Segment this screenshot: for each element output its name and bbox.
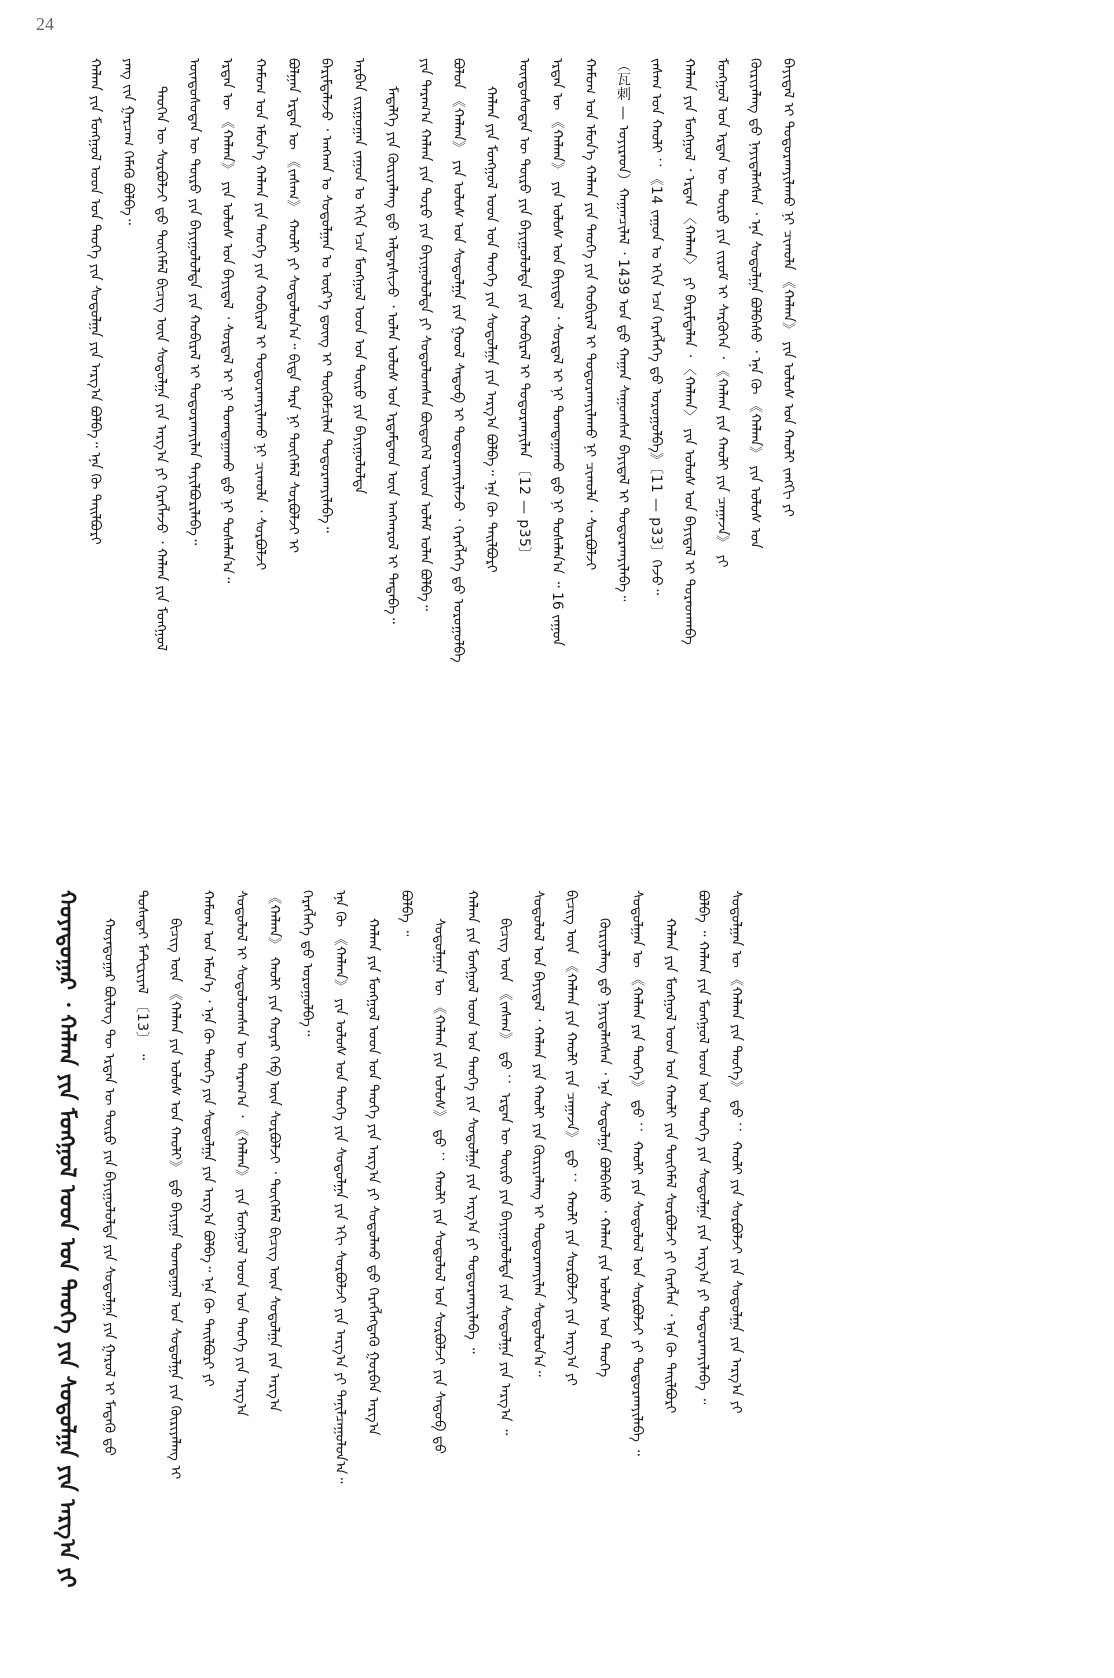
- upper-text-block: [78, 58, 1068, 858]
- upper-text-line: ᠮᠣᠩᠭᠣᠯ ᠤᠨ ᠡᠷᠲᠡᠨ ᠦ ᠲᠦᠷᠦ ᠶᠢᠨ ᠵᠢᠷᠤᠮ ᠢ ᠰᠡᠷᠭᠦᠭᠡᠨ ᠂ 《ᠬᠠᠯᠬᠠ ᠶᠢᠨ ᠬᠠᠤᠯᠢ ᠶᠢᠨ ᠴᠠᠭᠠᠵᠠ》 ᠶᠢ: [714, 58, 730, 568]
- section-heading: ᠬᠣᠶᠠᠳᠤᠭᠠᠷ ᠂ ᠬᠠᠯᠬᠠ ᠶᠢᠨ ᠮᠣᠩᠭᠣᠯ ᠤᠳ ᠤᠨ ᠲᠡᠦᠬᠡ ᠶᠢᠨ ᠰᠤᠳᠤᠯᠭᠠ ᠶᠢᠨ ᠠᠷᠭ᠎ᠠ ᠶᠢ: [54, 890, 79, 1588]
- lower-text-line: ᠪᠣᠯᠪᠠ ᠃ ᠬᠠᠯᠬᠠ ᠶᠢᠨ ᠮᠣᠩᠭᠣᠯ ᠤᠳ ᠤᠨ ᠲᠡᠦᠬᠡ ᠶᠢᠨ ᠰᠤᠳᠤᠯᠭᠠ ᠶᠢᠨ ᠠᠷᠭ᠎ᠠ ᠶᠢ ᠲᠣᠳᠤᠷᠬᠠᠶᠢᠯᠠᠪᠠ ᠃: [695, 890, 711, 1405]
- lower-text-line: ᠪᠣᠯᠪᠠ ᠃: [398, 890, 414, 937]
- lower-text-line: ᠰᠤᠳᠤᠯᠤᠯ ᠢ ᠰᠤᠳᠤᠯᠤᠭᠰᠠᠨ ᠦ ᠳᠠᠷᠠᠭ᠎ᠠ ᠂ 《ᠬᠠᠯᠬᠠ》 ᠶᠢᠨ ᠮᠣᠩᠭᠣᠯ ᠤᠳ ᠤᠨ ᠲᠡᠦᠬᠡ ᠶᠢᠨ ᠠᠷᠭ᠎ᠠ: [233, 890, 249, 1417]
- upper-text-line: ᠬᠠᠯᠬᠠ ᠶᠢᠨ ᠮᠣᠩᠭᠣᠯ ᠂ ᠡᠷᠲᠡᠨ 〈ᠬᠠᠯᠬᠠ〉 ᠶᠢ ᠪᠠᠷᠢᠮᠲᠠᠯᠠᠨ ᠂ 〈ᠬᠠᠯᠬᠠ〉 ᠶᠢᠨ ᠤᠯᠤᠰ ᠤᠨ ᠪᠠᠶᠢᠳᠠᠯ ᠢ ᠳᠤᠷᠠᠳᠬᠠᠪᠠ: [681, 58, 697, 645]
- upper-text-line: ᠠᠷᠪᠠᠨ ᠵᠢᠷᠭᠤᠭᠠᠨ ᠵᠠᠭᠤᠨ ᠤ ᠡᠬᠢᠨ ᠡᠴᠡ ᠮᠣᠩᠭᠣᠯ ᠤᠳ ᠤᠨ ᠲᠦᠷᠦ ᠶᠢᠨ ᠪᠠᠶᠢᠭᠤᠯᠤᠯᠲᠠ: [351, 58, 367, 495]
- upper-text-line: ᠡᠷᠲᠡᠨ ᠦ 《ᠬᠠᠯᠬᠠ》 ᠶᠢᠨ ᠤᠯᠤᠰ ᠤᠨ ᠪᠠᠶᠢᠳᠠᠯ ᠂ ᠰᠤᠷᠲᠠᠯ ᠢ ᠨᠢ ᠲᠣᠭᠲᠠᠭᠠᠬᠤ ᠳ᠋ᠤ ᠨᠢ ᠲᠤᠰᠠᠯᠠᠨ᠎ᠠ᠃: [219, 58, 235, 584]
- lower-text-line: ᠪᠢᠴᠢᠭ᠌ ᠦᠨ 《ᠬᠠᠯᠬᠠ ᠶᠢᠨ ᠤᠯᠤᠰ ᠤᠨ ᠬᠠᠤᠯᠢ》 ᠳ᠋ᠤ ᠪᠠᠶᠢᠭᠠ ᠲᠣᠭᠲᠠᠭᠠᠯ ᠤᠨ ᠰᠤᠳᠤᠯᠭᠠ ᠶᠢᠨ ᠬᠦᠷᠢᠶᠡᠯᠡᠩ ᠢ: [167, 918, 183, 1480]
- lower-text-line: ᠬᠦᠷᠢᠶᠡᠯᠡᠩ ᠳ᠋ᠤ ᠨᠡᠶᠢᠲᠡᠯᠡᠭᠰᠡᠨ ᠂ ᠡᠨᠡ ᠰᠤᠳᠤᠯᠭᠠ ᠪᠣᠯᠪᠠᠰᠤ ᠂ ᠬᠠᠯᠬᠠ ᠶᠢᠨ ᠤᠯᠤᠰ ᠤᠨ ᠲᠡᠦᠬᠡ: [596, 918, 612, 1378]
- lower-text-line: ᠪᠢᠴᠢᠭ᠌ ᠦᠨ 《ᠵᠠᠰᠠᠭ》 ᠳ᠋ᠤ ： ᠡᠷᠲᠡᠨ ᠦ ᠲᠦᠷᠦ ᠶᠢᠨ ᠪᠠᠶᠢᠭᠤᠯᠤᠯᠲᠠ ᠶᠢᠨ ᠰᠤᠳᠤᠯᠭᠠ ᠶᠢᠨ ᠠᠷᠭ᠎ᠠ ᠃: [497, 918, 513, 1436]
- lower-text-line: ᠬᠠᠯᠬᠠ ᠶᠢᠨ ᠮᠣᠩᠭᠣᠯ ᠤᠳ ᠤᠨ ᠬᠠᠤᠯᠢ ᠶᠢᠨ ᠲᠦᠭᠡᠮᠡᠯ ᠰᠤᠷᠪᠤᠯᠵᠢ ᠶᠢ ᠬᠡᠷᠡᠭᠯᠡᠨ ᠂ ᠡᠨᠡ ᠬᠦ ᠲᠠᠢᠯᠪᠤᠷᠢ: [662, 918, 678, 1414]
- upper-text-line: ᠦᠨᠳᠦᠰᠦᠲᠡᠨ ᠦ ᠲᠦᠷᠦ ᠶᠢᠨ ᠪᠠᠶᠢᠭᠤᠯᠤᠯᠲᠠ ᠶᠢᠨ ᠬᠤᠪᠢᠷᠠᠯ ᠢ ᠲᠣᠳᠤᠷᠬᠠᠶᠢᠯᠠᠨ 〔12 — p35〕: [516, 58, 532, 562]
- upper-text-line: ᠪᠠᠶᠢᠳᠠᠯ ᠢ ᠲᠣᠳᠤᠷᠬᠠᠶᠢᠯᠠᠬᠤ ᠨᠢ ᠴᠢᠬᠤᠯᠠ 《ᠬᠠᠯᠬᠠ》 ᠶᠢᠨ ᠤᠯᠤᠰ ᠤᠨ ᠬᠠᠤᠯᠢ ᠵᠠᠩᠭᠢ ᠶᠢ: [780, 58, 796, 517]
- lower-text-line: ᠬᠠᠯᠬᠠ ᠶᠢᠨ ᠮᠣᠩᠭᠣᠯ ᠤᠳ ᠤᠨ ᠲᠡᠦᠬᠡ ᠶᠢᠨ ᠰᠤᠳᠤᠯᠭᠠ ᠶᠢᠨ ᠠᠷᠭ᠎ᠠ ᠶᠢ ᠲᠣᠳᠤᠷᠬᠠᠶᠢᠯᠠᠪᠠ ᠃: [464, 890, 480, 1354]
- lower-text-line: ᠬᠣᠶᠠᠳᠤᠭᠠᠷ ᠪᠦᠯᠦᠭ ᠲᠦ ᠡᠷᠲᠡᠨ ᠦ ᠲᠦᠷᠦ ᠶᠢᠨ ᠪᠠᠶᠢᠭᠤᠯᠤᠯᠲᠠ ᠶᠢᠨ ᠰᠤᠳᠤᠯᠭᠠ ᠶᠢᠨ ᠭᠠᠷᠤᠯ ᠢ ᠮᠡᠳᠡᠬᠦ ᠳ᠋ᠦ: [101, 918, 117, 1456]
- lower-text-line: ᠰᠤᠳᠤᠯᠭᠠᠨ ᠦ 《ᠬᠠᠯᠬᠠ ᠶᠢᠨ ᠤᠯᠤᠰ》 ᠳ᠋ᠤ ： ᠬᠠᠤᠯᠢ ᠶᠢᠨ ᠰᠤᠳᠤᠯᠤᠯ ᠤᠨ ᠰᠤᠷᠪᠤᠯᠵᠢ ᠶᠢᠨ ᠰᠡᠳᠦᠪ ᠳ᠋ᠦ: [431, 918, 447, 1455]
- upper-text-line: ᠬᠦᠷᠢᠶᠡᠯᠡᠩ ᠳ᠋ᠤ ᠨᠡᠶᠢᠲᠡᠯᠡᠭᠰᠡᠨ ᠂ ᠡᠨᠡ ᠰᠤᠳᠤᠯᠭᠠ ᠪᠣᠯᠪᠠᠰᠤ ᠂ ᠡᠨᠡ ᠬᠦ 《ᠬᠠᠯᠬᠠ》 ᠶᠢᠨ ᠤᠯᠤᠰ ᠤᠨ: [747, 58, 763, 549]
- upper-text-line: ᠲᠡᠦᠬᠡᠨ ᠦ ᠰᠤᠷᠪᠤᠯᠵᠢ ᠳ᠋ᠤ ᠲᠦᠭᠡᠮᠡᠯ ᠪᠢᠴᠢᠭ᠌ ᠦᠨ ᠰᠤᠳᠤᠯᠭᠠ ᠶᠢᠨ ᠠᠷᠭ᠎ᠠ ᠶᠢ ᠬᠡᠷᠡᠭᠯᠡᠵᠦ ᠂ ᠬᠠᠯᠬᠠ ᠶᠢᠨ ᠮᠣᠩᠭᠣᠯ: [153, 86, 169, 652]
- upper-text-line: ᠪᠣᠯᠣᠨ 《ᠬᠠᠯᠬᠠ》 ᠶᠢᠨ ᠤᠯᠤᠰ ᠤᠨ ᠰᠤᠳᠤᠯᠭᠠ ᠶᠢᠨ ᠭᠣᠣᠯ ᠰᠡᠳᠦᠪ ᠢ ᠲᠤᠳᠤᠷᠬᠠᠶᠢᠯᠠᠵᠤ ᠂ ᠬᠡᠷᠡᠭᠯᠡᠭᠡ ᠳ᠋ᠦ ᠣᠷᠣᠭᠤᠯᠪᠠ: [450, 58, 466, 663]
- upper-text-line: ᠮᠡᠳᠡᠯᠭᠡ ᠶᠢᠨ ᠬᠦᠷᠢᠶᠡᠯᠡᠩ ᠳ᠋ᠤ ᠠᠯᠳᠠᠷᠰᠢᠵᠤ ᠂ ᠣᠯᠠᠨ ᠤᠯᠤᠰ ᠤᠨ ᠡᠷᠳᠡᠮᠲᠡᠳ ᠦᠨ ᠠᠩᠬᠠᠷᠤᠯ ᠢ ᠲᠠᠲᠠᠪᠠ᠃: [384, 86, 400, 624]
- upper-text-line: ᠬᠠᠯᠬᠠ ᠶᠢᠨ ᠮᠣᠩᠭᠣᠯ ᠤᠳ ᠤᠨ ᠲᠡᠦᠬᠡ ᠶᠢᠨ ᠰᠤᠳᠤᠯᠭᠠ ᠶᠢᠨ ᠠᠷᠭ᠎ᠠ ᠪᠣᠯᠪᠠ᠃ ᠡᠨᠡ ᠬᠦ ᠲᠠᠢᠯᠪᠤᠷᠢ: [87, 58, 103, 545]
- upper-text-line: （瓦剌 — ᠣᠶᠢᠷᠠᠳ）ᠬᠠᠭᠠᠨᠴᠢᠯᠠᠯ ᠂ 1439 ᠣᠨ ᠳ᠋ᠤ ᠬᠠᠭᠠᠨ ᠰᠠᠭᠤᠭᠰᠠᠨ ᠪᠠᠶᠢᠳᠠᠯ ᠢ ᠲᠣᠳᠤᠷᠬᠠᠶᠢᠯᠠᠪᠠ᠃: [615, 58, 631, 602]
- lower-text-block: [40, 890, 1090, 1650]
- upper-text-line: ᠪᠣᠯᠭᠠᠨ ᠡᠷᠲᠡᠨ ᠦ 《ᠵᠠᠰᠠᠭ》 ᠬᠠᠤᠯᠢ ᠶᠢ ᠰᠤᠳᠤᠯᠤᠨ᠎ᠠ᠃ ᠪᠢᠳᠡ ᠳᠡᠷᠡ ᠨᠢ ᠲᠦᠭᠡᠮᠡᠯ ᠰᠤᠷᠪᠤᠯᠵᠢ ᠢ: [285, 58, 301, 554]
- lower-text-line: ᠬᠠᠮᠤᠭ ᠤᠨ ᠡᠮᠦᠨ᠎ᠡ ᠂ ᠡᠨᠡ ᠬᠦ ᠲᠡᠦᠬᠡ ᠶᠢᠨ ᠰᠤᠳᠤᠯᠭᠠ ᠶᠢᠨ ᠠᠷᠭ᠎ᠠ ᠪᠣᠯᠪᠠ᠃ ᠡᠨᠡ ᠬᠦ ᠲᠠᠢᠯᠪᠤᠷᠢ ᠶᠢ: [200, 890, 216, 1387]
- upper-text-line: ᠪᠠᠷᠢᠮᠲᠠᠯᠠᠵᠤ ᠂ ᠠᠩᠬᠠᠨ ᠤ ᠰᠤᠳᠤᠯᠭᠠᠨ ᠤ ᠦᠷ᠎ᠡ ᠳ᠋ᠦᠩ ᠢ ᠳᠦᠭᠦᠮᠴᠢᠯᠡᠨ ᠲᠣᠳᠤᠷᠬᠠᠶᠢᠯᠠᠪᠠ᠃: [318, 58, 334, 533]
- lower-text-line: ᠬᠠᠯᠬᠠ ᠶᠢᠨ ᠮᠣᠩᠭᠣᠯ ᠤᠳ ᠤᠨ ᠲᠡᠦᠬᠡ ᠶᠢᠨ ᠠᠷᠭ᠎ᠠ ᠶᠢ ᠰᠤᠳᠤᠯᠬᠤ ᠳ᠋ᠤ ᠬᠡᠷᠡᠭᠯᠡᠭᠳᠡᠬᠦ ᠭᠤᠷᠪᠠᠨ ᠠᠷᠭ᠎ᠠ: [365, 918, 381, 1436]
- lower-text-line: ᠪᠢᠴᠢᠭ᠌ ᠦᠨ 《ᠬᠠᠯᠬᠠ ᠶᠢᠨ ᠬᠠᠤᠯᠢ ᠶᠢᠨ ᠴᠠᠭᠠᠵᠠ》 ᠳ᠋ᠤ ： ᠬᠠᠤᠯᠢ ᠶᠢᠨ ᠰᠤᠷᠪᠤᠯᠵᠢ ᠶᠢᠨ ᠠᠷᠭ᠎ᠠ ᠶᠢ: [563, 890, 579, 1386]
- upper-text-line: ᠦᠨᠳᠦᠰᠦᠲᠡᠨ ᠦ ᠲᠦᠷᠦ ᠶᠢᠨ ᠪᠠᠶᠢᠭᠤᠯᠤᠯᠲᠠ ᠶᠢᠨ ᠬᠤᠪᠢᠷᠠᠯ ᠢ ᠲᠣᠳᠤᠷᠬᠠᠶᠢᠯᠠᠨ ᠲᠠᠶᠢᠯᠪᠤᠷᠢᠯᠠᠪᠠ᠃: [186, 58, 202, 546]
- upper-text-line: ᠶᠠᠩ ᠵᠢᠨ ᠭᠠᠷᠴᠠᠭ ᠬᠡᠮᠡᠬᠦ ᠪᠣᠯᠪᠠ᠃: [120, 58, 136, 225]
- lower-text-line: 《ᠬᠠᠯᠬᠠ》 ᠬᠠᠤᠯᠢ ᠶᠢᠨ ᠬᠣᠶᠠᠷ ᠬᠡᠪ ᠦᠨ ᠰᠤᠷᠪᠤᠯᠵᠢ ᠂ ᠲᠦᠭᠡᠮᠡᠯ ᠪᠢᠴᠢᠭ᠌ ᠦᠨ ᠰᠤᠳᠤᠯᠭᠠ ᠶᠢᠨ ᠠᠷᠭ᠎ᠠ: [266, 890, 282, 1412]
- lower-text-line: ᠬᠡᠷᠡᠭᠯᠡᠭᠡ ᠳ᠋ᠦ ᠣᠷᠣᠭᠤᠯᠪᠠ᠃: [299, 890, 315, 1037]
- lower-text-line: ᠲᠤᠰᠠᠲᠠᠢ ᠮᠠᠲ᠋ᠧᠷᠢᠶᠠᠯ 〔13〕 ᠃: [134, 890, 150, 1060]
- page-number: 24: [36, 14, 54, 34]
- upper-text-line: ᠵᠠᠰᠠᠭ ᠤᠨ ᠬᠠᠤᠯᠢ ：《14 ᠵᠠᠭᠤᠨ ᠤ ᠡᠬᠢᠨ ᠡᠴᠡ ᠬᠡᠷᠡᠭᠯᠡᠭᠡ ᠳ᠋ᠦ ᠣᠷᠣᠭᠤᠯᠪᠠ》〔11 — p33〕ᠭᠡᠵᠦ᠃: [648, 58, 664, 596]
- upper-text-line: ᠬᠠᠮᠤᠭ ᠤᠨ ᠡᠮᠦᠨ᠎ᠡ ᠬᠠᠯᠬᠠ ᠶᠢᠨ ᠲᠡᠦᠬᠡ ᠶᠢᠨ ᠬᠤᠪᠢᠷᠠᠯ ᠢ ᠲᠣᠳᠤᠷᠬᠠᠶᠢᠯᠠᠬᠤ ᠨᠢ ᠴᠢᠬᠤᠯᠠ ᠂ ᠰᠤᠷᠪᠤᠯᠵᠢ: [252, 58, 268, 571]
- upper-text-line: ᠬᠠᠮᠤᠭ ᠤᠨ ᠡᠮᠦᠨ᠎ᠡ ᠬᠠᠯᠬᠠ ᠶᠢᠨ ᠲᠡᠦᠬᠡ ᠶᠢᠨ ᠬᠤᠪᠢᠷᠠᠯ ᠢ ᠲᠣᠳᠤᠷᠬᠠᠶᠢᠯᠠᠬᠤ ᠨᠢ ᠴᠢᠬᠤᠯᠠ ᠂ ᠰᠤᠷᠪᠤᠯᠵᠢ: [582, 58, 598, 571]
- upper-text-line: ᠬᠠᠯᠬᠠ ᠶᠢᠨ ᠮᠣᠩᠭᠣᠯ ᠤᠳ ᠤᠨ ᠲᠡᠦᠬᠡ ᠶᠢᠨ ᠰᠤᠳᠤᠯᠭᠠ ᠶᠢᠨ ᠠᠷᠭ᠎ᠠ ᠪᠣᠯᠪᠠ᠃ ᠡᠨᠡ ᠬᠦ ᠲᠠᠢᠯᠪᠤᠷᠢ: [483, 86, 499, 573]
- lower-text-line: ᠰᠤᠳᠤᠯᠭᠠᠨ ᠦ 《ᠬᠠᠯᠬᠠ ᠶᠢᠨ ᠲᠡᠦᠬᠡ》 ᠳ᠋ᠤ ： ᠬᠠᠤᠯᠢ ᠶᠢᠨ ᠰᠤᠷᠪᠤᠯᠵᠢ ᠶᠢᠨ ᠰᠤᠳᠤᠯᠭᠠ ᠶᠢᠨ ᠠᠷᠭ᠎ᠠ ᠶᠢ: [728, 890, 744, 1414]
- lower-text-line: ᠰᠤᠳᠤᠯᠭᠠᠨ ᠦ 《ᠬᠠᠯᠬᠠ ᠶᠢᠨ ᠲᠡᠦᠬᠡ》 ᠳ᠋ᠤ ： ᠬᠠᠤᠯᠢ ᠶᠢᠨ ᠰᠤᠳᠤᠯᠤᠯ ᠤᠨ ᠰᠤᠷᠪᠤᠯᠵᠢ ᠶᠢ ᠲᠣᠳᠤᠷᠬᠠᠶᠢᠯᠠᠪᠠ ᠃: [629, 890, 645, 1456]
- lower-text-line: ᠡᠨᠡ ᠬᠦ 《ᠬᠠᠯᠬᠠ》 ᠶᠢᠨ ᠤᠯᠤᠰ ᠤᠨ ᠲᠡᠦᠬᠡ ᠶᠢᠨ ᠰᠤᠳᠤᠯᠭᠠ ᠶᠢᠨ ᠡᠬᠢ ᠰᠤᠷᠪᠤᠯᠵᠢ ᠶᠢᠨ ᠠᠷᠭ᠎ᠠ ᠶᠢ ᠲᠠᠨᠢᠯᠴᠠᠭᠤᠯᠤᠨ᠎ᠠ᠃: [332, 890, 348, 1484]
- upper-text-line: ᠡᠷᠲᠡᠨ ᠦ 《ᠬᠠᠯᠬᠠ》 ᠶᠢᠨ ᠤᠯᠤᠰ ᠤᠨ ᠪᠠᠶᠢᠳᠠᠯ ᠂ ᠰᠤᠷᠲᠠᠯ ᠢ ᠨᠢ ᠲᠣᠭᠲᠠᠭᠠᠬᠤ ᠳ᠋ᠤ ᠨᠢ ᠲᠤᠰᠠᠯᠠᠨ᠎ᠠ ᠃ 16 ᠵᠠᠭᠤᠨ: [549, 58, 565, 647]
- lower-text-line: ᠰᠤᠳᠤᠯᠤᠯ ᠤᠨ ᠪᠠᠶᠢᠳᠠᠯ ᠂ ᠬᠠᠯᠬᠠ ᠶᠢᠨ ᠬᠠᠤᠯᠢ ᠶᠢᠨ ᠬᠦᠷᠢᠶᠡᠯᠡᠩ ᠢ ᠲᠣᠳᠤᠷᠬᠠᠶᠢᠯᠠᠨ ᠰᠤᠳᠤᠯᠤᠨ᠎ᠠ᠃: [530, 890, 546, 1377]
- upper-text-line: ᠶᠢᠨ ᠳᠠᠷᠠᠭ᠎ᠠ ᠬᠠᠯᠬᠠ ᠶᠢᠨ ᠲᠣᠷᠤ ᠶᠢᠨ ᠪᠠᠶᠢᠭᠤᠯᠤᠯᠲᠠ ᠶᠢ ᠰᠤᠳᠤᠯᠤᠭᠰᠠᠨ ᠪᠦᠲᠦᠭᠡᠯ ᠦᠳ ᠤᠯᠠᠮ ᠣᠯᠠᠨ ᠪᠣᠯᠪᠠ᠃: [417, 58, 433, 611]
